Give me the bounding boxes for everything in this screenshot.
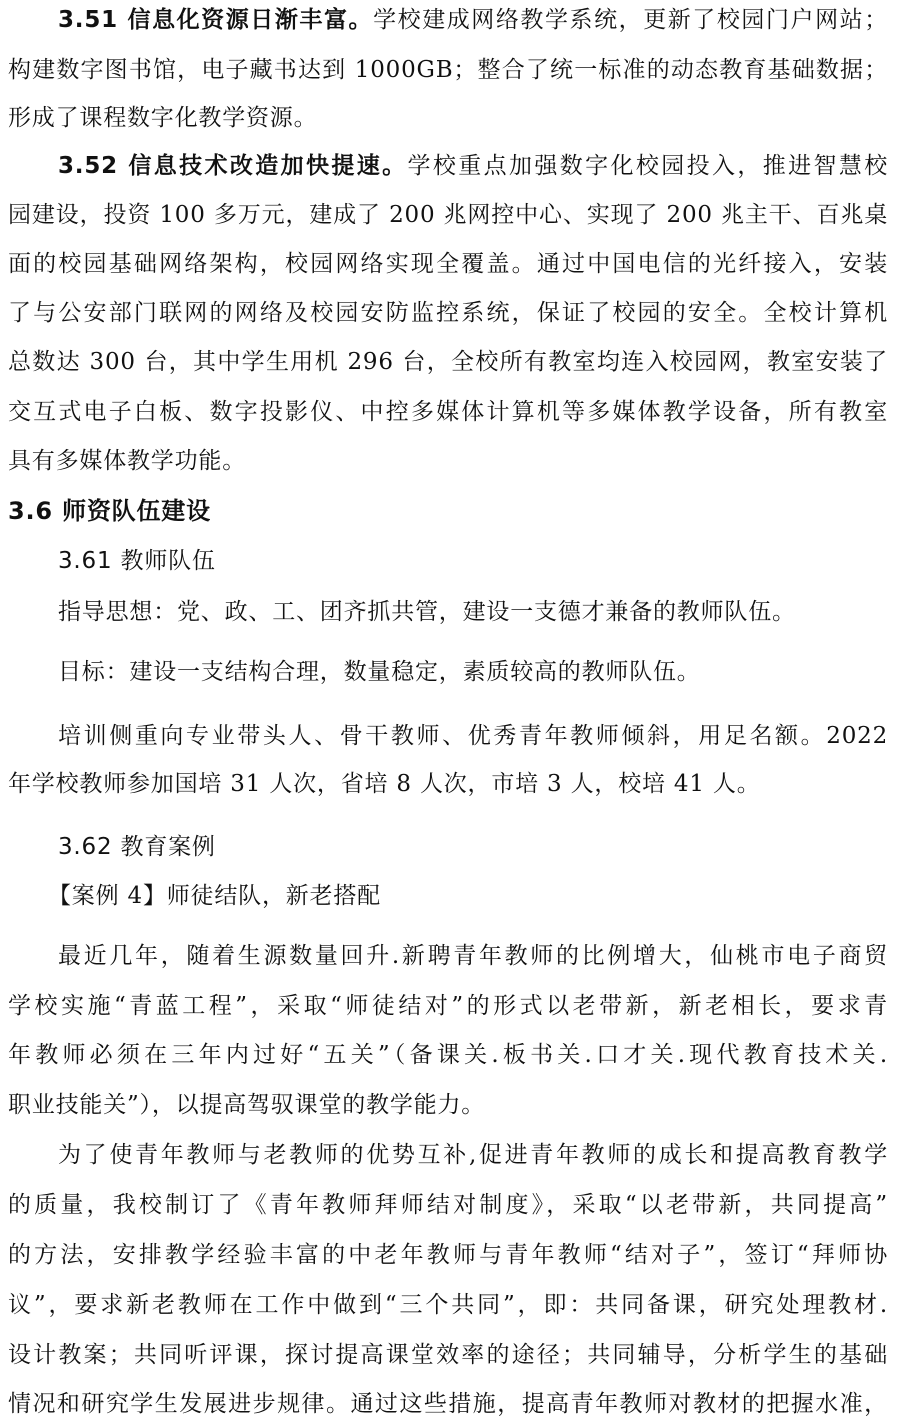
section-36-heading: 3.6 师资队伍建设 — [8, 497, 211, 525]
section-352-line-4: 了与公安部门联网的网络及校园安防监控系统，保证了校园的安全。全校计算机 — [8, 300, 888, 326]
section-351-text: 学校建成网络教学系统，更新了校园门户网站； — [373, 7, 888, 33]
section-352-line-6: 交互式电子白板、数字投影仪、中控多媒体计算机等多媒体教学设备，所有教室 — [8, 399, 888, 425]
section-362-heading: 3.62 教育案例 — [58, 834, 216, 860]
section-352-line-7: 具有多媒体教学功能。 — [8, 448, 246, 474]
section-352-text: 学校重点加强数字化校园投入，推进智慧校 — [407, 153, 888, 179]
case-p2-line-6: 情况和研究学生发展进步规律。通过这些措施，提高青年教师对教材的把握水准， — [8, 1391, 888, 1417]
section-352-line-5: 总数达 300 台，其中学生用机 296 台，全校所有教室均连入校园网，教室安装了 — [8, 349, 888, 375]
section-351-line-1 — [58, 5, 888, 35]
section-361-heading: 3.61 教师队伍 — [58, 548, 216, 574]
section-351-line-2: 构建数字图书馆，电子藏书达到 1000GB；整合了统一标准的动态教育基础数据； — [8, 57, 888, 83]
case-p1-line-4: 职业技能关”），以提高驾驭课堂的教学能力。 — [8, 1092, 486, 1118]
section-352-line-2: 园建设，投资 100 多万元，建成了 200 兆网控中心、实现了 200 兆主干、百兆桌 — [8, 202, 888, 228]
case-p2-line-2: 的质量，我校制订了《青年教师拜师结对制度》，采取“以老带新，共同提高” — [8, 1192, 888, 1218]
case-p2-line-3: 的方法，安排教学经验丰富的中老年教师与青年教师“结对子”，签订“拜师协 — [8, 1242, 888, 1268]
section-352-heading: 3.52 信息技术改造加快提速。 — [58, 153, 408, 179]
case-p2-line-4: 议”，要求新老教师在工作中做到“三个共同”，即：共同备课，研究处理教材. — [8, 1292, 888, 1318]
goal: 目标：建设一支结构合理，数量稳定，素质较高的教师队伍。 — [58, 659, 701, 685]
case-p1-line-1: 最近几年，随着生源数量回升.新聘青年教师的比例增大，仙桃市电子商贸 — [58, 943, 888, 969]
section-351-line-3: 形成了课程数字化教学资源。 — [8, 105, 318, 131]
section-352-line-1 — [58, 151, 888, 181]
case-p2-line-5: 设计教案；共同听评课，探讨提高课堂效率的途径；共同辅导，分析学生的基础 — [8, 1342, 888, 1368]
training-line-1: 培训侧重向专业带头人、骨干教师、优秀青年教师倾斜，用足名额。2022 — [58, 723, 888, 749]
case-title: 【案例 4】师徒结队，新老搭配 — [48, 883, 381, 909]
section-352-line-3: 面的校园基础网络架构，校园网络实现全覆盖。通过中国电信的光纤接入，安装 — [8, 251, 888, 277]
guiding-principle: 指导思想：党、政、工、团齐抓共管，建设一支德才兼备的教师队伍。 — [58, 599, 796, 625]
training-line-2: 年学校教师参加国培 31 人次，省培 8 人次，市培 3 人，校培 41 人。 — [8, 771, 761, 797]
case-p1-line-3: 年教师必须在三年内过好“五关”（备课关.板书关.口才关.现代教育技术关. — [8, 1042, 888, 1068]
section-351-heading: 3.51 信息化资源日渐丰富。 — [58, 7, 374, 33]
case-p2-line-1: 为了使青年教师与老教师的优势互补,促进青年教师的成长和提高教育教学 — [58, 1142, 888, 1168]
case-p1-line-2: 学校实施“青蓝工程”，采取“师徒结对”的形式以老带新，新老相长，要求青 — [8, 993, 888, 1019]
